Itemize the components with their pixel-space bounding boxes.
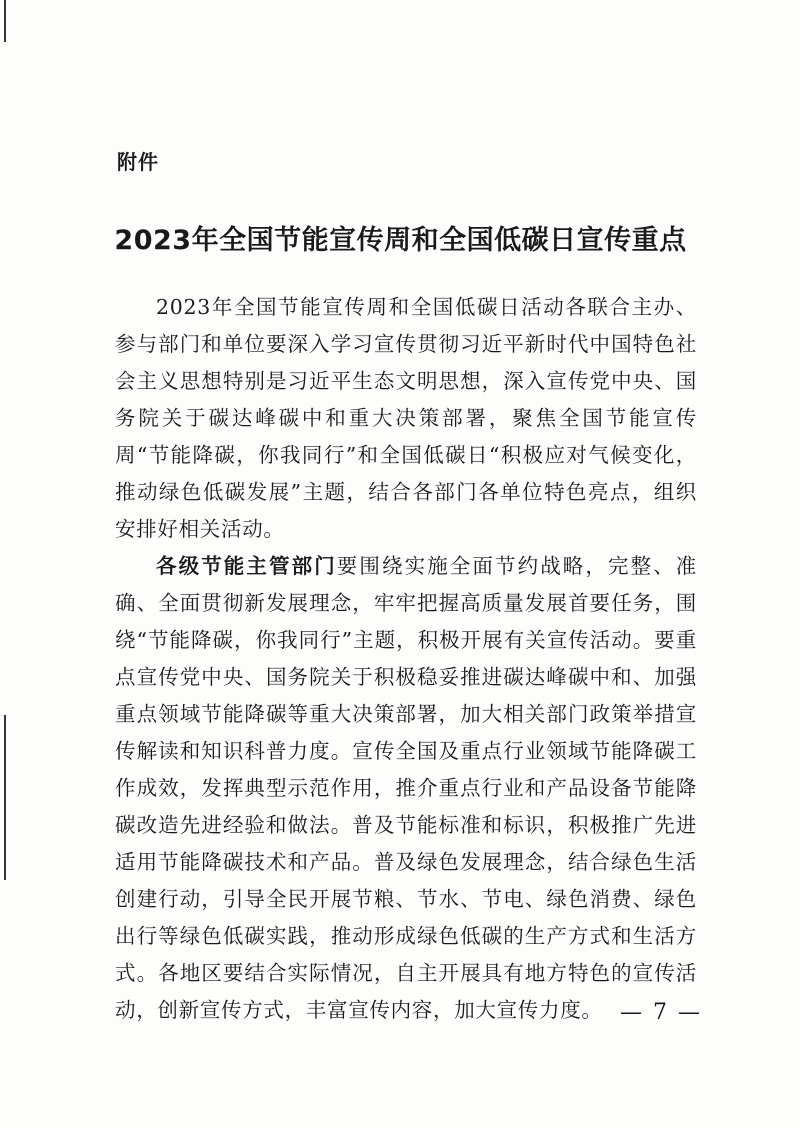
binding-mark-top [4, 0, 6, 42]
binding-mark-middle [4, 715, 6, 880]
document-body [115, 289, 697, 1029]
paragraph-1 [115, 289, 697, 548]
page-number: — 7 — [620, 1000, 702, 1025]
paragraph-2-lead: 各级节能主管部门 [156, 554, 337, 578]
paragraph-2-text: 要围绕实施全面节约战略，完整、准确、全面贯彻新发展理念，牢牢把握高质量发展首要任务，围绕“节能降碳，你我同行”主题，积极开展有关宣传活动。要重点宣传党中央、国务院关于积极稳妥推进碳达峰碳中和、加强重点领域节能降碳等重大决策部署，加大相关部门政策举措宣传解读和知识科普力度。宣传全国及重点行业领域节能降碳工作成效，发挥典型示范作用，推介重点行业和产品设备节能降碳改造先进经验和做法。普及节能标准和标识，积极推广先进适用节能降碳技术和产品。普及绿色发展理念，结合绿色生活创建行动，引导全民开展节粮、节水、节电、绿色消费、绿色出行等绿色低碳实践，推动形成绿色低碳的生产方式和生活方式。各地区要结合实际情况，自主开展具有地方特色的宣传活动，创新宣传方式，丰富宣传内容，加大宣传力度。 [115, 554, 697, 1022]
paragraph-1-text: 2023年全国节能宣传周和全国低碳日活动各联合主办、参与部门和单位要深入学习宣传贯彻习近平新时代中国特色社会主义思想特别是习近平生态文明思想，深入宣传党中央、国务院关于碳达峰碳中和重大决策部署，聚焦全国节能宣传周“节能降碳，你我同行”和全国低碳日“积极应对气候变化，推动绿色低碳发展”主题，结合各部门各单位特色亮点，组织安排好相关活动。 [115, 295, 697, 541]
paragraph-2 [115, 548, 697, 1029]
attachment-label: 附件 [117, 150, 159, 174]
document-title: 2023年全国节能宣传周和全国低碳日宣传重点 [114, 225, 687, 256]
